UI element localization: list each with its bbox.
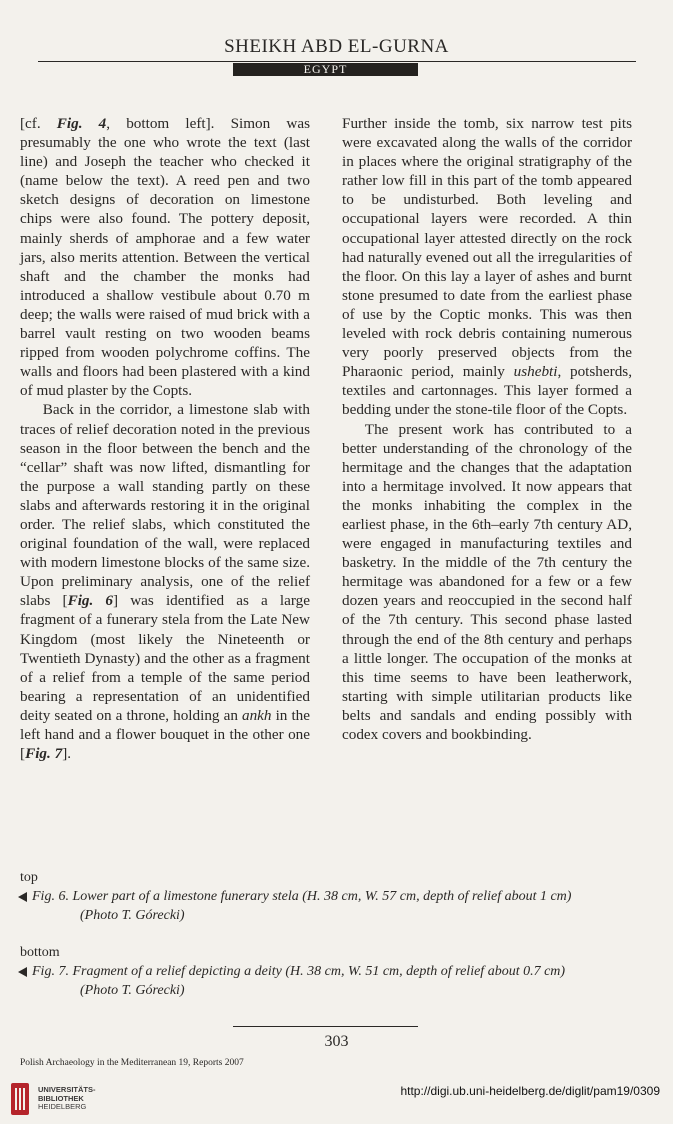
text-run: in the left hand and a flower bouquet in the other one [ [20, 706, 310, 763]
text-run: [cf. [20, 115, 57, 132]
caption-position: top [20, 870, 38, 885]
text-run: ]. [62, 745, 72, 763]
left-triangle-icon [18, 967, 27, 977]
paragraph [20, 114, 310, 400]
caption-credit: (Photo T. Górecki) [80, 983, 185, 998]
italic-term: ankh [241, 706, 272, 724]
library-city: HEIDELBERG [38, 1102, 87, 1111]
right-column [342, 114, 632, 744]
left-triangle-icon [18, 892, 27, 902]
page-number: 303 [324, 1033, 349, 1050]
text-run: , potsherds, textiles and cartonnages. This layer formed a bedding under the stone-tile floor of the Copts. [342, 363, 632, 419]
paragraph [20, 400, 310, 763]
library-name-line: UNIVERSITÄTS- [38, 1085, 96, 1094]
footer-rule [233, 1026, 418, 1027]
caption-credit: (Photo T. Górecki) [80, 908, 185, 923]
caption-text: Fig. 6. Lower part of a limestone funerary stela (H. 38 cm, W. 57 cm, depth of relief about 1 cm) [32, 889, 572, 904]
library-name-line: BIBLIOTHEK [38, 1093, 84, 1103]
text-run: ] was identified as a large fragment of a funerary stela from the Late New Kingdom (most likely the Nineteenth or Twentieth Dynasty) and the other as a fragment of a relief from a temple of the same period bearing a representation of an unidentified deity seated on a throne, holding an [20, 592, 310, 724]
figure-reference: Fig. 7 [25, 745, 63, 763]
caption-text: Fig. 7. Fragment of a relief depicting a deity (H. 38 cm, W. 51 cm, depth of relief about 0.7 cm) [32, 964, 566, 979]
text-run: Back in the corridor, a limestone slab with traces of relief decoration noted in the previous season in the floor between the bench and the “cellar” shaft was now lifted, dismantling for the purpose a wall standing partly on these slabs and afterwards restoring it in the original order. The relief slabs, which constituted the original foundation of the wall, were replaced with modern limestone blocks of the same size. Upon preliminary analysis, one of the relief slabs [ [20, 401, 310, 610]
text-run: , bottom left]. Simon was presumably the one who wrote the text (last line) and Joseph the teacher who checked it (name below the text). A reed pen and two sketch designs of decoration on limestone chips were also found. The pottery deposit, mainly sherds of amphorae and a few water jars, also merits attention. Between the vertical shaft and the chamber the monks had introduced a shallow vestibule about 0.70 m deep; the walls were raised of mud brick with a barrel vault resting on two wooden beams ripped from wooden polychrome coffins. The walls and floors had been plastered with a kind of mud plaster by the Copts. [20, 115, 310, 400]
paragraph: The present work has contributed to a better understanding of the chronology of the hermitage and the changes that the adaptation into a hermitage involved. It now appears that the monks inhabiting the complex in the earliest phase, in the 6th–early 7th century AD, were engaged in manufacturing textiles and basketry. In the middle of the 7th century the hermitage was abandoned for a few or a few dozen years and reoccupied in the second half of the 7th century. This second phase lasted through the end of the 8th century and perhaps a little longer. The occupation of the monks at this time seems to have been leatherwork, starting with simple utilitarian products like belts and sandals and ending possibly with codex covers and bookbinding. [342, 420, 632, 743]
paragraph [342, 114, 632, 420]
figure-reference: Fig. 4 [56, 115, 107, 132]
text-run: Further inside the tomb, six narrow test pits were excavated along the walls of the corridor in places where the original stratigraphy of the rather low fill in this part of the tomb appeared to be undisturbed. Both leveling and occupational layers were recorded. A thin occupational layer attested directly on the rock had naturally evened out all the irregularities of the floor. On this lay a layer of ashes and burnt stone presumed to date from the earliest phase of use by the Coptic monks. This was then leveled with rock debris containing numerous very poorly preserved objects from the Pharaonic period, mainly [342, 115, 632, 381]
figure-reference: Fig. 6 [67, 592, 114, 610]
publication-line: Polish Archaeology in the Mediterranean 19, Reports 2007 [20, 1058, 244, 1068]
caption-line [20, 887, 620, 906]
source-url-link[interactable]: http://digi.ub.uni-heidelberg.de/diglit/pam19/0309 [400, 1084, 660, 1098]
caption-line [20, 962, 620, 981]
caption-position: bottom [20, 945, 60, 960]
figure-captions [20, 868, 620, 1000]
italic-term: ushebti [513, 363, 558, 381]
header-title: SHEIKH ABD EL-GURNA [224, 36, 449, 57]
left-column [20, 114, 310, 763]
section-band: EGYPT [233, 63, 418, 76]
